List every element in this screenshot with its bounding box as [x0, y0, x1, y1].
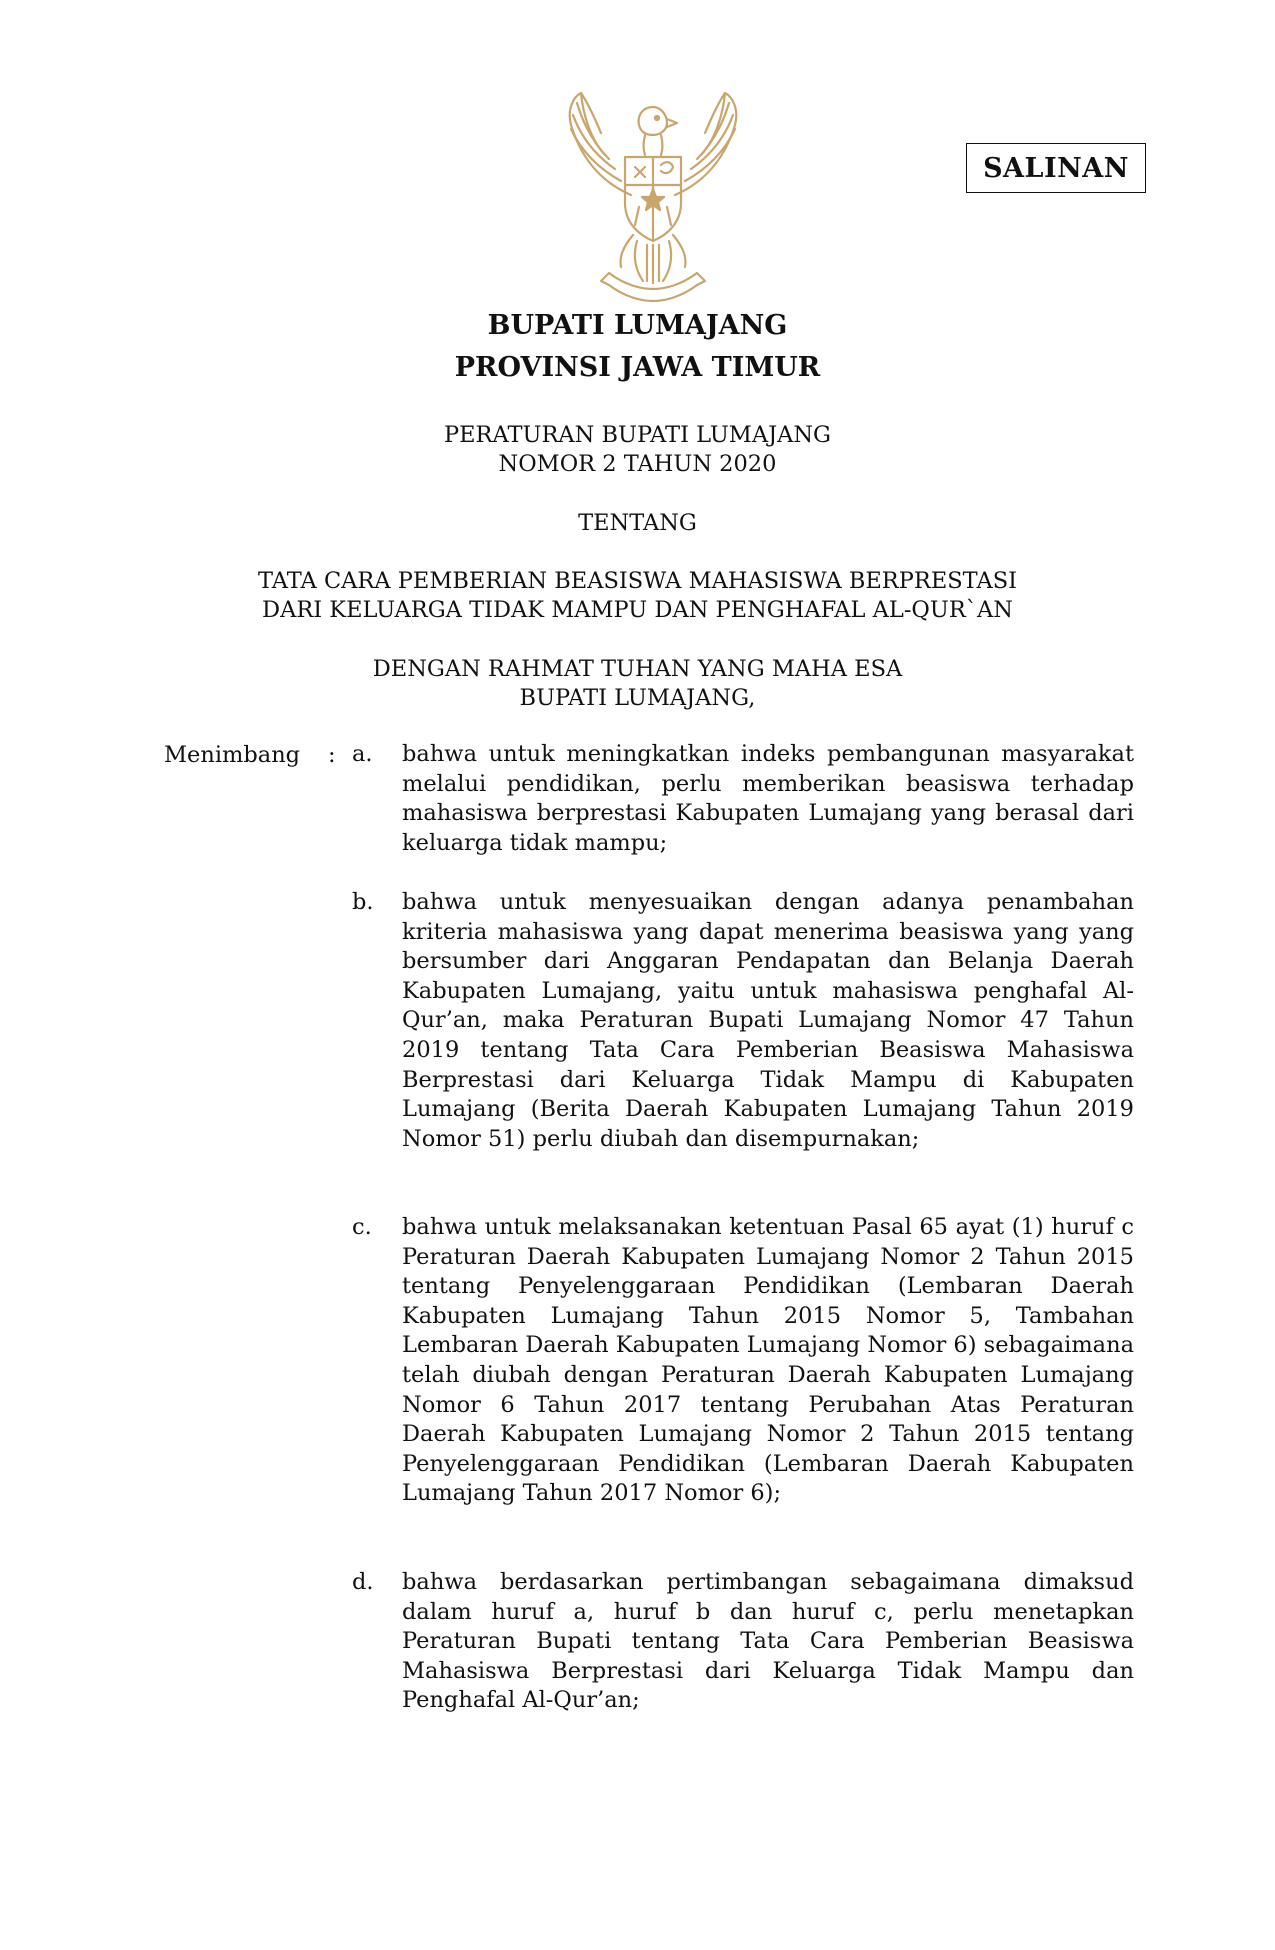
province-title: PROVINSI JAWA TIMUR	[454, 352, 821, 383]
consideration-letter: b.	[352, 889, 374, 915]
consideration-text: bahwa untuk menyesuaikan dengan adanya penambahan kriteria mahasiswa yang dapat menerima beasiswa yang yang bersumber dari Anggaran Pendapatan dan Belanja Daerah Kabupaten Lumajang, yaitu untuk mahasiswa penghafal Al-Qur’an, maka Peraturan Bupati Lumajang Nomor 47 Tahun 2019 tentang Tata Cara Pemberian Beasiswa Mahasiswa Berprestasi dari Keluarga Tidak Mampu di Kabupaten Lumajang (Berita Daerah Kabupaten Lumajang Tahun 2019 Nomor 51) perlu diubah dan disempurnakan;	[402, 889, 1134, 1152]
considerations-label: Menimbang	[164, 742, 301, 768]
about-heading: TENTANG	[578, 510, 697, 536]
consideration-letter: d.	[352, 1569, 374, 1595]
consideration-text: bahwa berdasarkan pertimbangan sebagaimana dimaksud dalam huruf a, huruf b dan huruf c, perlu menetapkan Peraturan Bupati tentang Tata Cara Pemberian Beasiswa Mahasiswa Berprestasi dari Keluarga Tidak Mampu dan Penghafal Al-Qur’an;	[402, 1569, 1134, 1714]
authority-title: BUPATI LUMAJANG	[487, 310, 788, 341]
considerations-separator: :	[328, 742, 336, 768]
regulation-name: PERATURAN BUPATI LUMAJANG	[443, 422, 832, 448]
garuda-emblem	[553, 85, 753, 305]
subject-line-1: TATA CARA PEMBERIAN BEASISWA MAHASISWA BERPRESTASI	[257, 568, 1017, 594]
invocation-line-2: BUPATI LUMAJANG,	[519, 685, 756, 711]
consideration-letter: c.	[352, 1214, 372, 1240]
invocation-line-1: DENGAN RAHMAT TUHAN YANG MAHA ESA	[372, 656, 903, 682]
regulation-number: NOMOR 2 TAHUN 2020	[498, 451, 777, 477]
consideration-letter: a.	[352, 741, 373, 767]
consideration-text: bahwa untuk melaksanakan ketentuan Pasal 65 ayat (1) huruf c Peraturan Daerah Kabupaten Lumajang Nomor 2 Tahun 2015 tentang Penyelenggaraan Pendidikan (Lembaran Daerah Kabupaten Lumajang Tahun 2015 Nomor 5, Tambahan Lembaran Daerah Kabupaten Lumajang Nomor 6) sebagaimana telah diubah dengan Peraturan Daerah Kabupaten Lumajang Nomor 6 Tahun 2017 tentang Perubahan Atas Peraturan Daerah Kabupaten Lumajang Nomor 2 Tahun 2015 tentang Penyelenggaraan Pendidikan (Lembaran Daerah Kabupaten Lumajang Tahun 2017 Nomor 6);	[402, 1214, 1134, 1507]
subject-line-2: DARI KELUARGA TIDAK MAMPU DAN PENGHAFAL AL-QUR`AN	[262, 597, 1013, 623]
salinan-stamp: SALINAN	[966, 143, 1146, 193]
consideration-text: bahwa untuk meningkatkan indeks pembangunan masyarakat melalui pendidikan, perlu memberikan beasiswa terhadap mahasiswa berprestasi Kabupaten Lumajang yang berasal dari keluarga tidak mampu;	[402, 741, 1134, 856]
